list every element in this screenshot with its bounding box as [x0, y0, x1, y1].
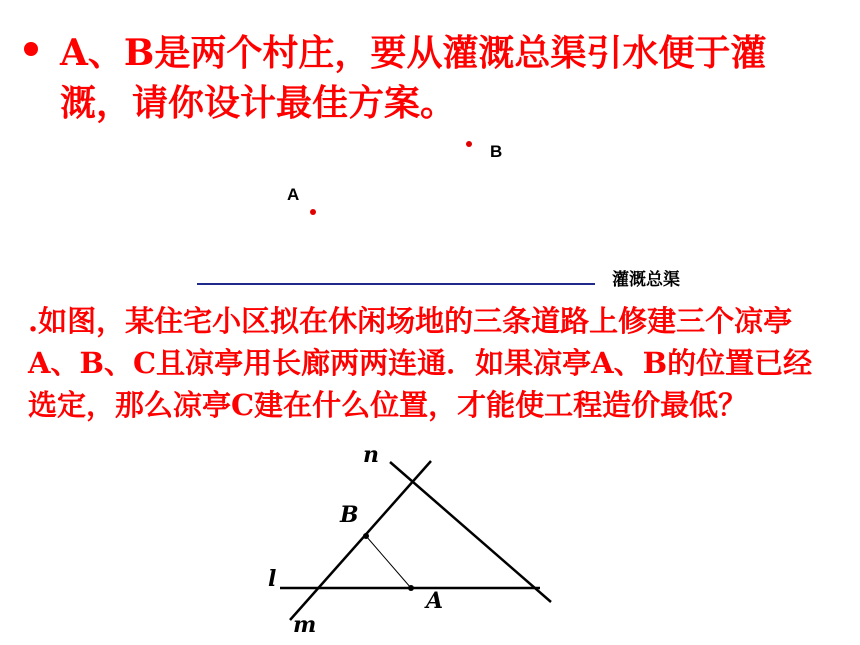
- point-a-label: A: [287, 185, 300, 204]
- label-a: A: [426, 588, 444, 614]
- point-b-dot: [363, 533, 369, 539]
- label-m: m: [293, 612, 317, 638]
- road-m: [290, 461, 431, 620]
- roads-svg: [240, 440, 580, 640]
- point-a-dot: [408, 585, 414, 591]
- point-b-label: B: [490, 142, 503, 161]
- point-b-dot: [466, 141, 472, 147]
- canal-line: [197, 283, 595, 285]
- roads-diagram: [240, 440, 580, 640]
- label-b: B: [340, 502, 359, 528]
- village-canal-diagram: [180, 125, 740, 305]
- bullet-dot-icon: [24, 42, 38, 56]
- bullet-item: [24, 28, 824, 128]
- label-n: n: [363, 442, 379, 468]
- canal-label: 灌溉总渠: [612, 270, 680, 289]
- road-n: [390, 462, 551, 602]
- bullet-text: A、B是两个村庄，要从灌溉总渠引水便于灌溉，请你设计最佳方案。: [60, 32, 767, 124]
- label-l: l: [268, 566, 277, 592]
- problem-text: .如图，某住宅小区拟在休闲场地的三条道路上修建三个凉亭A、B、C且凉亭用长廊两两连通．如果凉亭A、B的位置已经选定，那么凉亭C建在什么位置，才能使工程造价最低？: [28, 304, 813, 422]
- point-a-dot: [310, 209, 316, 215]
- segment-ab: [366, 536, 411, 588]
